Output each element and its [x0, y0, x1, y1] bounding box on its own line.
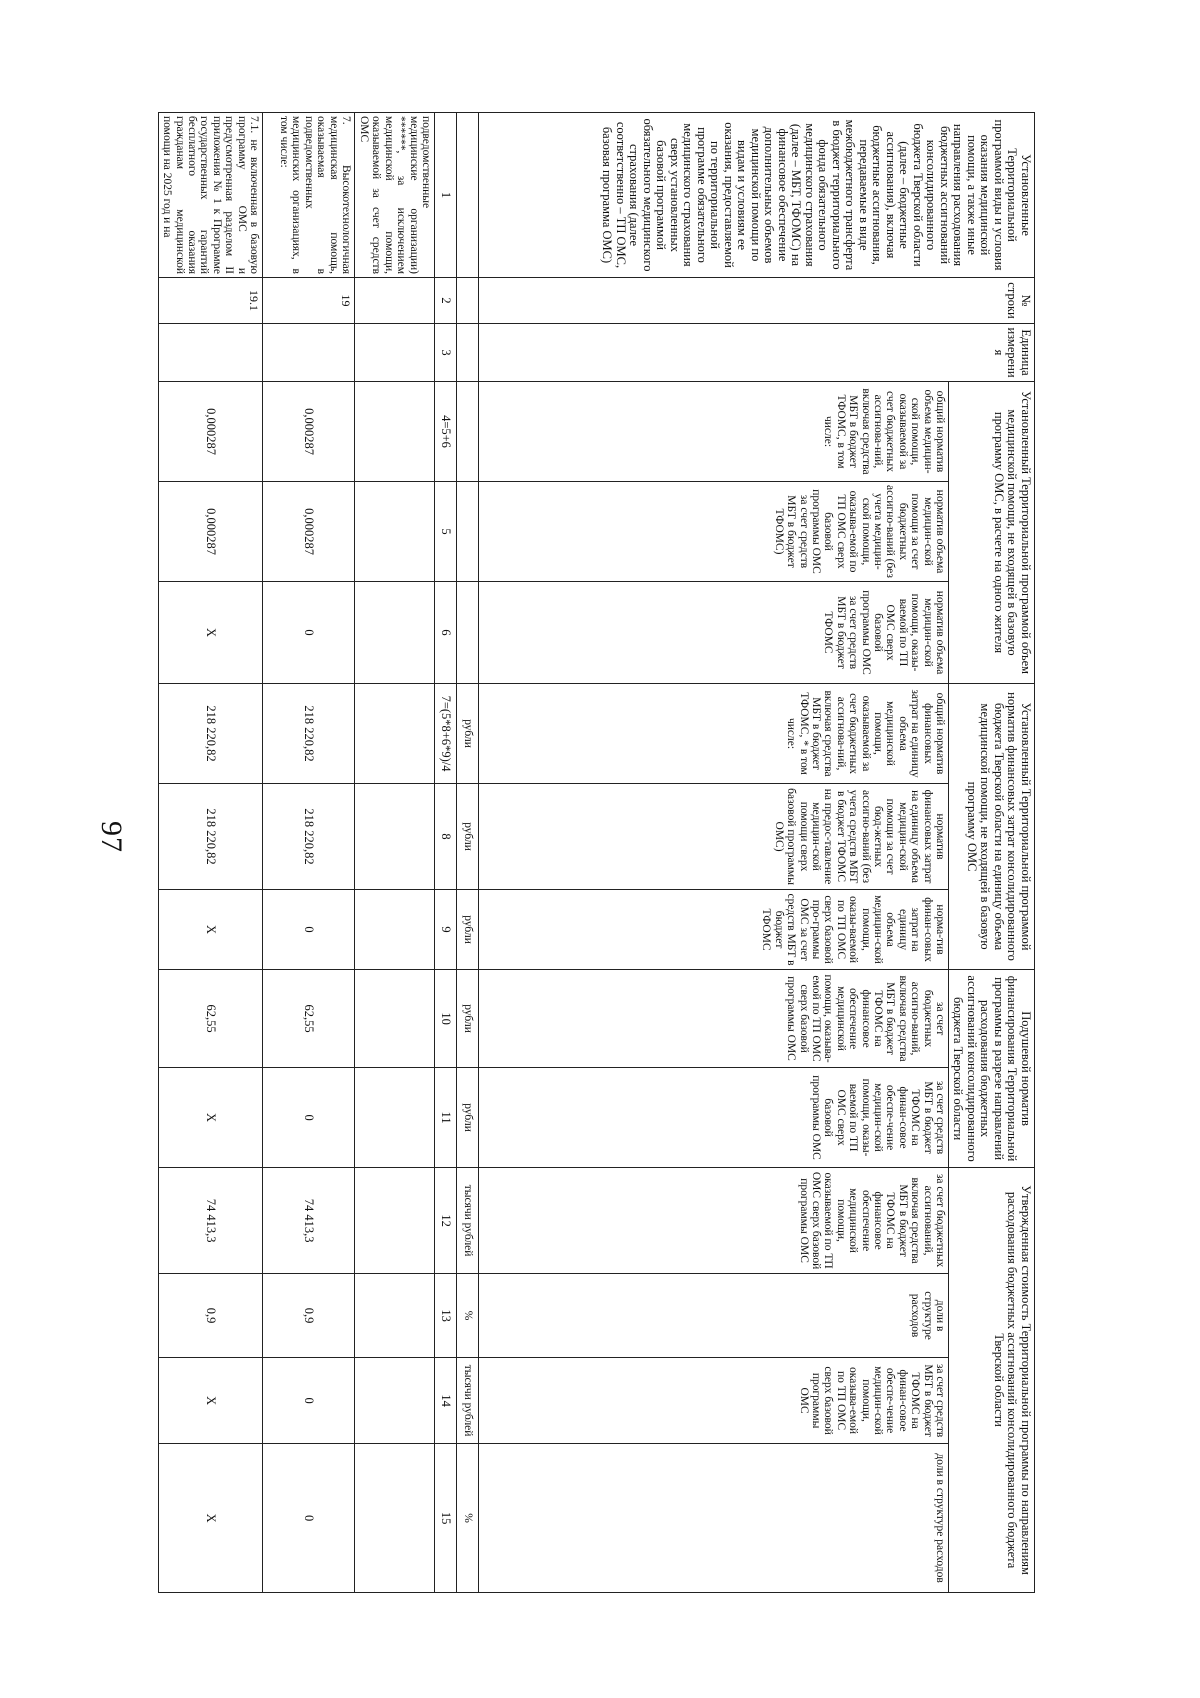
- value-cell: 0,000287: [158, 482, 262, 582]
- unit-cell: [457, 482, 479, 582]
- value-cell: 0: [263, 1068, 355, 1168]
- financing-table: [158, 112, 1035, 1593]
- value-cell: 0,000287: [158, 382, 262, 482]
- value-cell: [355, 1168, 435, 1274]
- value-cell: 218 220,82: [263, 784, 355, 890]
- table-row: [263, 113, 355, 1593]
- header-sub-15: доли в структуре расходов: [479, 1444, 949, 1593]
- rotated-table-wrapper: [161, 112, 1035, 1592]
- page-number: 97: [95, 821, 128, 853]
- header-row-number: № строки: [479, 278, 1035, 324]
- header-col1: Установленные Территориальной программой виды и условия оказания медицинской помощи, а также иные направления расходования бюджетных ассигнований консолидированного бюджета Тверской области (далее – бюджетные ассигнования), включая бюджетные ассигнования, передаваемые в виде межбюджетного трансферта в бюджет территориального фонда обязательного медицинского страхования (далее – МБТ, ТФОМС) на финансовое обеспечение дополнительных объемов медицинской помощи по видам и условиям ее оказания, предоставляемой по территориальной программе обязательного медицинского страхования сверх установленных базовой программой обязательного медицинского страхования (далее соответственно – ТП ОМС, базовая программа ОМС): [479, 113, 1035, 278]
- value-cell: [355, 784, 435, 890]
- column-number: 2: [435, 278, 457, 324]
- column-number: 10: [435, 970, 457, 1068]
- value-cell: [355, 890, 435, 970]
- value-cell: 0: [263, 1444, 355, 1593]
- row-label: подведомственные медицинские организации) ******, за исключением медицинской помощи, оказываемой за счет средств ОМС: [355, 113, 435, 278]
- value-cell: 0,9: [263, 1274, 355, 1358]
- value-cell: [355, 1274, 435, 1358]
- header-sub-10: за счет бюджетных ассигно-ваний, включая средства МБТ в бюджет ТФОМС на финансовое обеспечение медицинской помощи, оказыва-емой по ТП ОМС сверх базовой программы ОМС: [479, 970, 949, 1068]
- column-number: 9: [435, 890, 457, 970]
- header-group-volume: Установленный Территориальной программой объем медицинской помощи, не входящей в базовую программу ОМС, в расчете на одного жителя: [949, 382, 1035, 684]
- units-row: [457, 113, 479, 1593]
- table-row: [158, 113, 262, 1593]
- value-cell: [355, 382, 435, 482]
- header-sub-5: норматив объема медицин-ской помощи за счет бюджетных ассигно-ваний (без учета медицин-ской помощи, оказыва-емой по ТП ОМС сверх базовой программы ОМС за счет средств МБТ в бюджет ТФОМС): [479, 482, 949, 582]
- unit-cell: [457, 582, 479, 684]
- unit-cell: %: [457, 1444, 479, 1593]
- row-unit: [355, 324, 435, 382]
- value-cell: X: [158, 890, 262, 970]
- column-number: 8: [435, 784, 457, 890]
- value-cell: [355, 582, 435, 684]
- column-number: 15: [435, 1444, 457, 1593]
- value-cell: 0,9: [158, 1274, 262, 1358]
- value-cell: 218 220,82: [158, 784, 262, 890]
- column-number: 13: [435, 1274, 457, 1358]
- unit-cell: [457, 278, 479, 324]
- row-unit: [158, 324, 262, 382]
- value-cell: 0: [263, 890, 355, 970]
- header-group-cost-norm: Установленный Территориальной программой норматив финансовых затрат консолидированного бюджета Тверской области на единицу объема медицинской помощи, не входящей в базовую программу ОМС: [949, 684, 1035, 970]
- unit-cell: [457, 113, 479, 278]
- value-cell: 218 220,82: [263, 684, 355, 784]
- row-number: [355, 278, 435, 324]
- value-cell: 74 413,3: [158, 1168, 262, 1274]
- value-cell: X: [158, 1068, 262, 1168]
- column-number: 1: [435, 113, 457, 278]
- row-label: 7.1. не включенная в базовую программу ОМС и предусмотренная разделом II приложения № 1 к Программе государственных гарантий бесплатного оказания гражданам медицинской помощи на 2025 год и на: [158, 113, 262, 278]
- unit-cell: [457, 382, 479, 482]
- header-sub-7: общий норматив финансовых затрат на единицу объема медицинской помощи, оказываемой за счет бюджетных ассигнова-ний, включая средства МБТ в бюджет ТФОМС, * в том числе:: [479, 684, 949, 784]
- header-sub-14: за счет средств МБТ в бюджет ТФОМС на финан-совое обеспе-чение медицин-ской помощи, оказыва-емой по ТП ОМС сверх базовой программы ОМС: [479, 1358, 949, 1444]
- row-label: 7. Высокотехнологичная медицинская помощь, оказываемая в подведомственных медицинских организациях, в том числе:: [263, 113, 355, 278]
- value-cell: [355, 684, 435, 784]
- column-numbers-row: [435, 113, 457, 1593]
- column-number: 14: [435, 1358, 457, 1444]
- column-number: 12: [435, 1168, 457, 1274]
- value-cell: 218 220,82: [158, 684, 262, 784]
- value-cell: [355, 1444, 435, 1593]
- unit-cell: [457, 324, 479, 382]
- header-unit: Единица измерения: [479, 324, 1035, 382]
- column-number: 11: [435, 1068, 457, 1168]
- unit-cell: тысячи рублей: [457, 1168, 479, 1274]
- unit-cell: тысячи рублей: [457, 1358, 479, 1444]
- column-number: 6: [435, 582, 457, 684]
- header-sub-11: за счет средств МБТ в бюджет ТФОМС на финан-совое обеспе-чение медицин-ской помощи, оказы-ваемой по ТП ОМС сверх базовой программы ОМС: [479, 1068, 949, 1168]
- value-cell: 0,000287: [263, 382, 355, 482]
- value-cell: 62,55: [158, 970, 262, 1068]
- row-number: 19: [263, 278, 355, 324]
- value-cell: [355, 482, 435, 582]
- value-cell: X: [158, 1444, 262, 1593]
- value-cell: 0,000287: [263, 482, 355, 582]
- header-group-cost: Утвержденная стоимость Территориальной программы по направлениям расходования бюджетных ассигнований консолидированного бюджета Тверской области: [949, 1168, 1035, 1593]
- header-sub-9: норма-тив финан-совых затрат на единицу объема медицин-ской помощи, оказы-ваемой по ТП ОМС сверх базовой про-граммы ОМС за счет средств МБТ в бюджет ТФОМС: [479, 890, 949, 970]
- value-cell: 0: [263, 1358, 355, 1444]
- header-sub-13: доли в структуре расходов: [479, 1274, 949, 1358]
- header-group-per-capita: Подушевой норматив финансирования Территориальной программы в разрезе направлений расходования бюджетных ассигнований консолидированного бюджета Тверской области: [949, 970, 1035, 1168]
- value-cell: [355, 1068, 435, 1168]
- value-cell: [355, 1358, 435, 1444]
- header-sub-12: за счет бюджетных ассигнований, включая средства МБТ в бюджет ТФОМС на финансовое обеспечение медицинской помощи, оказываемой по ТП ОМС сверх базовой программы ОМС: [479, 1168, 949, 1274]
- column-number: 3: [435, 324, 457, 382]
- unit-cell: рубли: [457, 970, 479, 1068]
- column-number: 7=(5*8+6*9)/4: [435, 684, 457, 784]
- row-number: 19.1: [158, 278, 262, 324]
- header-row-1: [949, 113, 1035, 1593]
- unit-cell: %: [457, 1274, 479, 1358]
- unit-cell: рубли: [457, 684, 479, 784]
- value-cell: [355, 970, 435, 1068]
- header-sub-4: общий норматив объема медицин-ской помощи, оказываемой за счет бюджетных ассигнова-ний, включая средства МБТ в бюджет ТФОМС, в том числе:: [479, 382, 949, 482]
- value-cell: X: [158, 582, 262, 684]
- column-number: 4=5+6: [435, 382, 457, 482]
- value-cell: 0: [263, 582, 355, 684]
- header-sub-8: норматив финансовых затрат на единицу объема медицин-ской помощи за счет бюд-жетных ассигно-ваний (без учета средств МБТ в бюджет ТФОМС на предос-тавление медицин-ской помощи сверх базовой программы ОМС): [479, 784, 949, 890]
- table-row: [355, 113, 435, 1593]
- row-unit: [263, 324, 355, 382]
- value-cell: X: [158, 1358, 262, 1444]
- value-cell: 62,55: [263, 970, 355, 1068]
- column-number: 5: [435, 482, 457, 582]
- unit-cell: рубли: [457, 784, 479, 890]
- unit-cell: рубли: [457, 890, 479, 970]
- unit-cell: рубли: [457, 1068, 479, 1168]
- header-sub-6: норматив объема медицин-ской помощи, оказы-ваемой по ТП ОМС сверх базовой программы ОМС за счет средств МБТ в бюджет ТФОМС: [479, 582, 949, 684]
- value-cell: 74 413,3: [263, 1168, 355, 1274]
